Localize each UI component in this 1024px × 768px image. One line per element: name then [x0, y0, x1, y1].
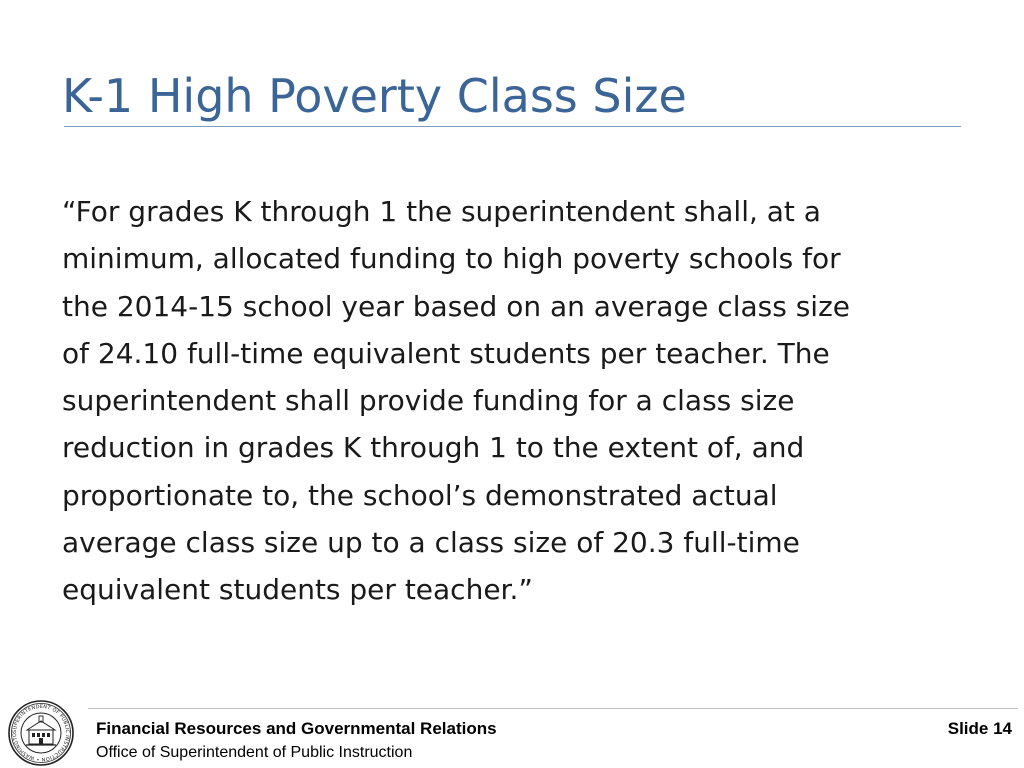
- slide-number: Slide 14: [947, 719, 1012, 738]
- body-line: superintendent shall provide funding for a class size: [62, 384, 795, 418]
- footer-divider: [88, 708, 1018, 709]
- slide-title: K-1 High Poverty Class Size: [62, 69, 687, 123]
- slide-body-quote: [62, 188, 972, 614]
- body-line: reduction in grades K through 1 to the extent of, and: [62, 431, 805, 465]
- body-line: equivalent students per teacher.”: [62, 573, 533, 607]
- body-line: average class size up to a class size of 20.3 full-time: [62, 526, 800, 560]
- seal-text: SUPERINTENDENT OF PUBLIC INSTRUCTION • WASHINGTO: [11, 703, 71, 763]
- footer-office-name: Office of Superintendent of Public Instruction: [96, 744, 413, 761]
- body-line: “For grades K through 1 the superintendent shall, at a: [62, 195, 821, 228]
- ospi-seal-logo: [8, 700, 74, 766]
- body-line: minimum, allocated funding to high poverty schools for: [62, 242, 841, 276]
- body-line: the 2014-15 school year based on an average class size: [62, 289, 851, 323]
- title-divider: [64, 126, 961, 127]
- body-line: proportionate to, the school’s demonstrated actual: [62, 478, 778, 512]
- footer-org-name: Financial Resources and Governmental Relations: [96, 719, 497, 738]
- body-line: of 24.10 full-time equivalent students per teacher. The: [62, 336, 830, 370]
